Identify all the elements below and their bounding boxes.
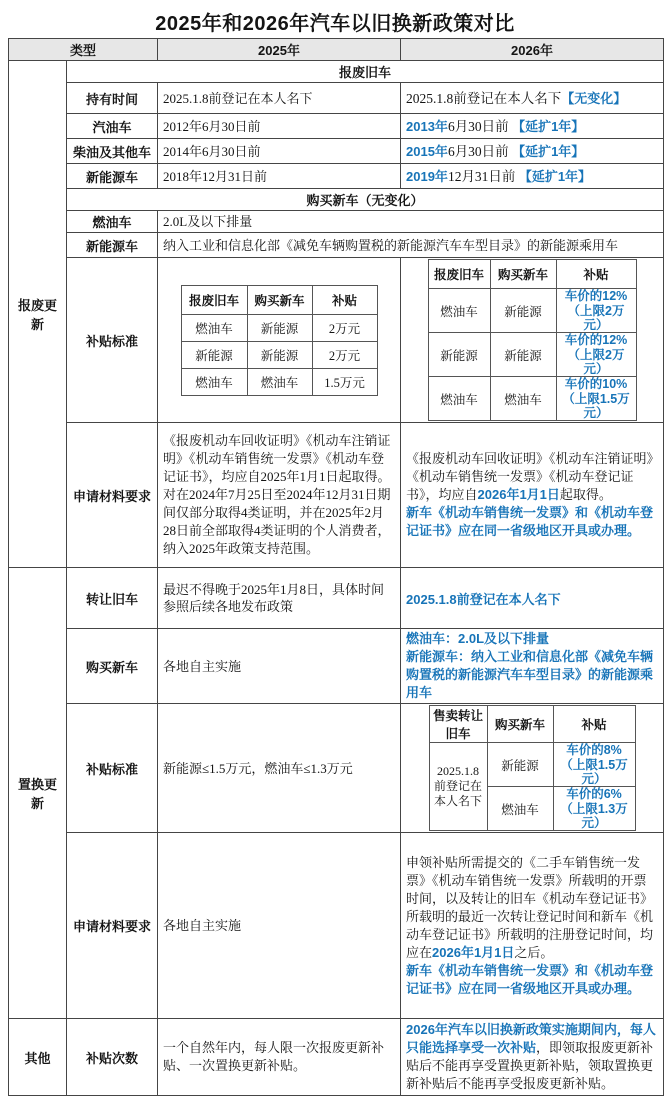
materials-text: 申领补贴所需提交的《二手车销售统一发票》《机动车销售统一发票》所载明的开票时间，以及转让的旧车《机动车登记证书》所载明的最近一次转让登记时间和新车《机动车登记证书》所载明的注册登记时间，均应在	[406, 854, 654, 960]
row-scrap-old-subheader	[9, 61, 664, 83]
t25-cell: 新能源	[247, 341, 312, 368]
ev-2025-value: 2018年12月31日前	[158, 164, 401, 189]
scrap-materials-2026-value	[401, 423, 664, 568]
page-title: 2025年和2026年汽车以旧换新政策对比	[155, 13, 515, 35]
subsidy-pct: 车价的12%	[564, 333, 628, 347]
times-2026-blue: 2026年汽车以旧换新政策实施期间内，每人只能选择享受一次补贴	[406, 1022, 656, 1055]
materials-text: 《报废机动车回收证明》《机动车注销证明》《机动车销售统一发票》《机动车登记证书》，均应自	[406, 451, 654, 502]
label-replace-buy-new: 购买新车	[67, 629, 158, 704]
subsidy-cap: （上限1.5万元）	[562, 392, 630, 420]
t26-row-2	[428, 333, 636, 377]
gasoline-2026-value	[401, 114, 664, 139]
t26-cell: 新能源	[490, 333, 556, 377]
ev-2026-value	[401, 164, 664, 189]
label-replace-materials: 申请材料要求	[67, 833, 158, 1019]
t26-cell-subsidy	[556, 377, 636, 421]
row-ev-car	[9, 164, 664, 189]
scrap-subsidy-table-2026	[428, 259, 637, 421]
t25-header-new: 购买新车	[247, 285, 312, 314]
t25-row-1	[181, 314, 377, 341]
row-buy-new-subheader	[9, 189, 664, 211]
t25-cell: 新能源	[247, 314, 312, 341]
subsidy-cap: （上限1.3万元）	[560, 802, 628, 830]
rt26-old-car-cell: 2025.1.8前登记在本人名下	[429, 743, 487, 831]
materials-blue-note: 新车《机动车销售统一发票》和《机动车登记证书》应在同一省级地区开具或办理。	[406, 962, 654, 996]
policy-comparison-table	[8, 38, 664, 1096]
t25-cell-subsidy: 2万元	[312, 341, 377, 368]
diesel-2025-value: 2014年6月30日前	[158, 139, 401, 164]
rt26-header-subsidy: 补贴	[553, 706, 635, 743]
times-2026-value	[401, 1019, 664, 1096]
diesel-2026-value	[401, 139, 664, 164]
t25-header-subsidy: 补贴	[312, 285, 377, 314]
diesel-2026-year: 2015年	[406, 143, 448, 159]
t26-row-3	[428, 377, 636, 421]
rt26-cell-subsidy	[553, 743, 635, 787]
label-nev-car: 新能源车	[67, 233, 158, 258]
t26-header-subsidy: 补贴	[556, 260, 636, 289]
t25-row-3	[181, 368, 377, 395]
t26-row-1	[428, 289, 636, 333]
label-replace-subsidy: 补贴标准	[67, 704, 158, 833]
label-scrap-subsidy: 补贴标准	[67, 258, 158, 423]
label-fuel-car: 燃油车	[67, 211, 158, 233]
subheader-buy-new-car: 购买新车（无变化）	[67, 189, 664, 211]
t26-header-new: 购买新车	[490, 260, 556, 289]
ev-2026-year: 2019年	[406, 168, 448, 184]
subsidy-cap: （上限2万元）	[567, 304, 625, 332]
col-header-2026: 2026年	[401, 39, 664, 61]
t26-cell: 新能源	[428, 333, 490, 377]
scrap-subsidy-2025-cell	[158, 258, 401, 423]
label-hold-time: 持有时间	[67, 83, 158, 114]
gasoline-2026-year: 2013年	[406, 118, 448, 134]
hold-time-2026-text: 2025.1.8前登记在本人名下	[406, 90, 562, 106]
nev-car-value: 纳入工业和信息化部《减免车辆购置税的新能源汽车车型目录》的新能源乘用车	[158, 233, 664, 258]
t25-cell: 燃油车	[181, 368, 247, 395]
row-replace-subsidy	[9, 704, 664, 833]
row-replace-materials	[9, 833, 664, 1019]
section-label-replace: 置换更新	[9, 568, 67, 1019]
gasoline-2025-value: 2012年6月30日前	[158, 114, 401, 139]
subsidy-cap: （上限2万元）	[567, 348, 625, 376]
hold-time-2026-tag: 【无变化】	[561, 90, 627, 106]
materials-date: 2026年1月1日	[432, 944, 515, 960]
header-row	[9, 39, 664, 61]
buy-2026-fuel-line: 燃油车：2.0L及以下排量	[406, 631, 550, 646]
ev-2026-text: 12月31日前	[447, 168, 519, 184]
replace-materials-2026-value	[401, 833, 664, 1019]
replace-subsidy-2026-cell	[401, 704, 664, 833]
t26-cell: 燃油车	[428, 289, 490, 333]
row-diesel-car	[9, 139, 664, 164]
t26-cell: 燃油车	[490, 377, 556, 421]
t25-row-2	[181, 341, 377, 368]
row-scrap-materials	[9, 423, 664, 568]
subheader-scrap-old-car: 报废旧车	[67, 61, 664, 83]
rt26-row-1	[429, 743, 635, 787]
row-fuel-car	[9, 211, 664, 233]
t26-cell: 燃油车	[428, 377, 490, 421]
fuel-car-value: 2.0L及以下排量	[158, 211, 664, 233]
label-diesel-car: 柴油及其他车	[67, 139, 158, 164]
t25-cell-subsidy: 2万元	[312, 314, 377, 341]
gasoline-2026-text: 6月30日前	[447, 118, 513, 134]
col-header-type: 类型	[9, 39, 158, 61]
t26-header-old: 报废旧车	[428, 260, 490, 289]
row-hold-time	[9, 83, 664, 114]
t25-cell: 燃油车	[181, 314, 247, 341]
rt26-cell: 新能源	[487, 743, 553, 787]
buy-2026-nev-line: 新能源车：纳入工业和信息化部《减免车辆购置税的新能源汽车车型目录》的新能源乘用车	[406, 649, 654, 700]
t26-cell-subsidy	[556, 333, 636, 377]
t25-cell-subsidy: 1.5万元	[312, 368, 377, 395]
t26-cell: 新能源	[490, 289, 556, 333]
materials-date: 2026年1月1日	[477, 487, 560, 502]
subsidy-pct: 车价的10%	[564, 377, 628, 391]
t26-cell-subsidy	[556, 289, 636, 333]
diesel-2026-text: 6月30日前	[447, 143, 513, 159]
row-transfer-old	[9, 568, 664, 629]
section-label-other: 其他	[9, 1019, 67, 1096]
row-replace-buy-new	[9, 629, 664, 704]
scrap-materials-2025-value: 《报废机动车回收证明》《机动车注销证明》《机动车销售统一发票》《机动车登记证书》，均应自2025年1月1日起取得。对在2024年7月25日至2024年12月31日期间仅部分取得4类证明，并在2025年2月28日前全部取得4类证明的个人消费者，纳入2025年政策支持范围。	[158, 423, 401, 568]
subsidy-pct: 车价的8%	[566, 743, 622, 757]
row-subsidy-times	[9, 1019, 664, 1096]
subsidy-pct: 车价的12%	[564, 289, 628, 303]
hold-time-2025-value: 2025.1.8前登记在本人名下	[158, 83, 401, 114]
materials-text: 起取得。	[559, 487, 612, 502]
rt26-cell: 燃油车	[487, 787, 553, 831]
t25-cell: 燃油车	[247, 368, 312, 395]
diesel-2026-tag: 【延扩1年】	[512, 143, 585, 159]
times-2026-text: ，即领取报废更新补贴后不能再享受置换更新补贴，领取置换更新补贴后不能再享受报废更新补贴。	[406, 1040, 654, 1091]
replace-buy-2026-value	[401, 629, 664, 704]
replace-buy-2025-value: 各地自主实施	[158, 629, 401, 704]
gasoline-2026-tag: 【延扩1年】	[512, 118, 585, 134]
label-transfer-old: 转让旧车	[67, 568, 158, 629]
replace-subsidy-table-2026	[429, 705, 636, 831]
section-label-scrap: 报废更新	[9, 61, 67, 568]
hold-time-2026-value	[401, 83, 664, 114]
row-scrap-subsidy	[9, 258, 664, 423]
replace-materials-2025-value: 各地自主实施	[158, 833, 401, 1019]
materials-blue-note: 新车《机动车销售统一发票》和《机动车登记证书》应在同一省级地区开具或办理。	[406, 505, 654, 538]
rt26-cell-subsidy	[553, 787, 635, 831]
subsidy-cap: （上限1.5万元）	[560, 758, 628, 786]
row-nev-car	[9, 233, 664, 258]
col-header-2025: 2025年	[158, 39, 401, 61]
ev-2026-tag: 【延扩1年】	[518, 168, 592, 184]
materials-text: 之后。	[514, 944, 554, 960]
t25-cell: 新能源	[181, 341, 247, 368]
label-scrap-materials: 申请材料要求	[67, 423, 158, 568]
t25-header-old: 报废旧车	[181, 285, 247, 314]
times-2025-value: 一个自然年内，每人限一次报废更新补贴、一次置换更新补贴。	[158, 1019, 401, 1096]
rt26-header-sell: 售卖转让旧车	[429, 706, 487, 743]
transfer-2025-value: 最迟不得晚于2025年1月8日，具体时间参照后续各地发布政策	[158, 568, 401, 629]
scrap-subsidy-2026-cell	[401, 258, 664, 423]
label-subsidy-times: 补贴次数	[67, 1019, 158, 1096]
replace-subsidy-2025-value: 新能源≤1.5万元，燃油车≤1.3万元	[158, 704, 401, 833]
transfer-2026-value: 2025.1.8前登记在本人名下	[401, 568, 664, 629]
scrap-subsidy-table-2025	[181, 285, 378, 396]
row-gasoline-car	[9, 114, 664, 139]
subsidy-pct: 车价的6%	[566, 787, 622, 801]
label-gasoline-car: 汽油车	[67, 114, 158, 139]
rt26-header-new: 购买新车	[487, 706, 553, 743]
label-ev-car: 新能源车	[67, 164, 158, 189]
